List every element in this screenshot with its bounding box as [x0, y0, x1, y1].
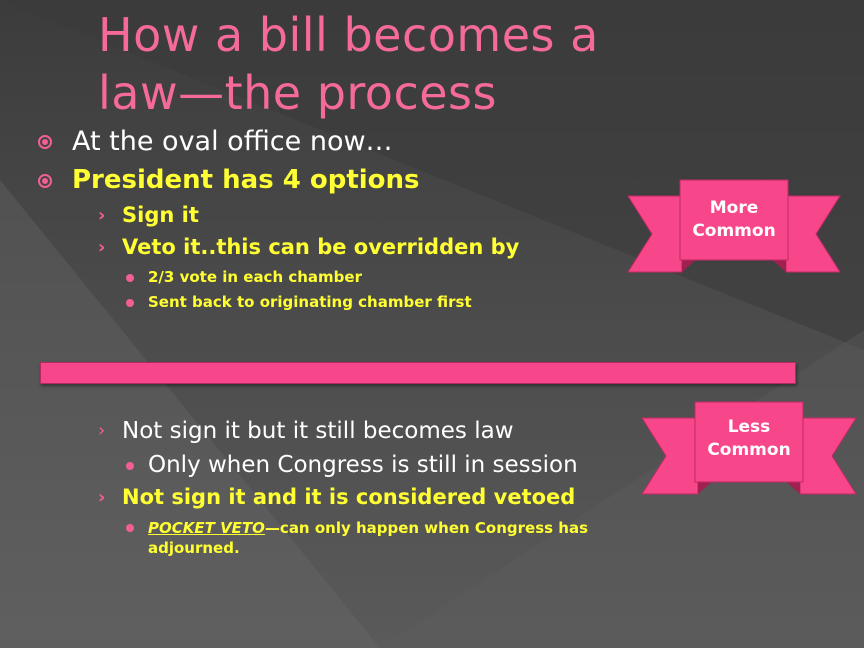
option-not-sign-law: [98, 418, 514, 446]
ring-bullet-icon: [38, 174, 52, 188]
dot-bullet-icon: [126, 462, 134, 470]
ribbon-less-line1: Less: [727, 417, 771, 437]
option-sign: [98, 203, 199, 231]
option-sign-text: Sign it: [122, 203, 199, 227]
option-veto-text: Veto it..this can be overridden by: [122, 235, 520, 259]
ribbon-less-line2: Common: [707, 440, 791, 460]
chevron-right-icon: ›: [98, 420, 106, 441]
chevron-right-icon: ›: [98, 237, 106, 258]
dot-bullet-icon: [126, 299, 134, 307]
bullet-president-options-text: President has 4 options: [72, 165, 420, 195]
ribbon-more-line2: Common: [692, 221, 776, 241]
bullet-president-options: [38, 163, 420, 197]
ribbon-less-label: [695, 416, 803, 462]
veto-sub-originating: [126, 292, 472, 312]
veto-sub-two-thirds: [126, 267, 362, 287]
pocket-veto-desc-line2: adjourned.: [148, 539, 240, 557]
option-not-sign-vetoed-text: Not sign it and it is considered vetoed: [122, 485, 576, 509]
not-sign-law-sub-text: Only when Congress is still in session: [148, 452, 578, 478]
pink-divider-bar: [40, 362, 796, 384]
ring-bullet-icon: [38, 135, 52, 149]
chevron-right-icon: ›: [98, 205, 106, 226]
pocket-veto-term: POCKET VETO: [148, 519, 265, 537]
slide-title: [98, 6, 718, 122]
title-line-1: How a bill becomes a: [98, 8, 599, 62]
pocket-veto-item: [126, 518, 588, 558]
option-not-sign-law-text: Not sign it but it still becomes law: [122, 418, 514, 444]
option-not-sign-vetoed: [98, 485, 575, 513]
dot-bullet-icon: [126, 524, 134, 532]
veto-sub-two-thirds-text: 2/3 vote in each chamber: [148, 268, 362, 286]
ribbon-less-common: [640, 400, 858, 496]
pocket-veto-desc: —can only happen when Congress has: [264, 519, 589, 537]
not-sign-law-sub: [126, 452, 578, 480]
dot-bullet-icon: [126, 274, 134, 282]
ribbon-more-label: [680, 197, 788, 243]
option-veto: [98, 235, 519, 263]
ribbon-more-line1: More: [709, 198, 759, 218]
bullet-oval-office: [38, 124, 393, 158]
bullet-oval-office-text: At the oval office now…: [72, 125, 393, 157]
chevron-right-icon: ›: [98, 487, 106, 508]
veto-sub-originating-text: Sent back to originating chamber first: [148, 293, 472, 311]
ribbon-more-common: [626, 178, 842, 274]
title-line-2: law—the process: [98, 66, 497, 120]
